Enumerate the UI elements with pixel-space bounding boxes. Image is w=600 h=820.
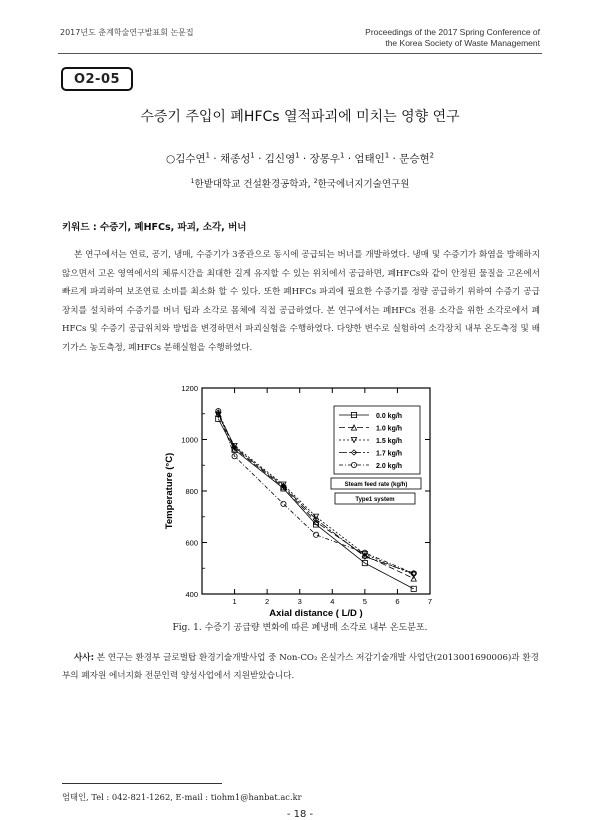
affiliation-1: 한밭대학교 건설환경공학과, <box>194 179 314 190</box>
header-conference-english <box>365 27 540 49</box>
chart-svg <box>150 382 450 619</box>
author-affiliation-marker: 1 <box>295 151 300 160</box>
author-name: 김신영 <box>264 153 296 165</box>
author-affiliation-marker: 1 <box>205 151 210 160</box>
legend-note-system-type: Type1 system <box>355 497 395 503</box>
x-tick-label: 1 <box>232 597 237 606</box>
keywords: 키워드 : 수증기, 폐HFCs, 파괴, 소각, 버너 <box>62 222 247 233</box>
x-tick-label: 2 <box>265 597 270 606</box>
y-tick-label: 400 <box>185 590 198 599</box>
paper-title: 수증기 주입이 폐HFCs 열적파괴에 미치는 영향 연구 <box>140 109 460 125</box>
affiliation-2: 한국에너지기술연구원 <box>317 179 410 190</box>
x-tick-label: 4 <box>330 597 335 606</box>
author-separator: · <box>299 153 310 165</box>
y-tick-label: 1200 <box>181 384 198 393</box>
legend-label: 0.0 kg/h <box>376 413 403 420</box>
x-tick-label: 6 <box>395 597 400 606</box>
author-name: 장몽우 <box>309 153 341 165</box>
header-english-line2: the Korea Society of Waste Management <box>385 38 540 48</box>
acknowledgement-label: 사사: <box>74 653 95 663</box>
legend-label: 1.7 kg/h <box>376 450 403 458</box>
acknowledgement <box>62 649 540 685</box>
author-list <box>0 151 600 166</box>
header-english-line1: Proceedings of the 2017 Spring Conference of <box>365 27 540 37</box>
author-affiliation-marker: 1 <box>340 151 345 160</box>
header-divider <box>58 53 542 54</box>
legend-label: 1.0 kg/h <box>376 425 403 433</box>
author-affiliation-marker: 1 <box>384 151 390 160</box>
affiliation-1-marker: 1 <box>190 177 195 185</box>
x-tick-label: 7 <box>427 597 433 606</box>
temperature-chart <box>150 382 450 619</box>
y-tick-label: 1000 <box>181 435 198 445</box>
x-axis-title: Axial distance ( L/D ) <box>269 608 363 619</box>
legend-note-steam-feed-rate: Steam feed rate (kg/h) <box>344 482 408 488</box>
author-affiliation-marker: 1 <box>250 151 255 160</box>
x-tick-label: 3 <box>297 597 302 606</box>
figure-caption: Fig. 1. 수증기 공급량 변화에 따른 폐냉매 소각로 내부 온도분포. <box>172 623 428 633</box>
corresponding-author-footnote: 엄태인, Tel : 042-821-1262, E-mail : tiohm1@hanbat.ac.kr <box>62 792 302 802</box>
footnote-divider <box>62 783 222 784</box>
author-separator: · <box>389 153 400 165</box>
author-name: ○김수연 <box>166 153 206 165</box>
header-conference-korean: 2017년도 춘계학술연구발표회 논문집 <box>60 28 194 37</box>
abstract-paragraph: 본 연구에서는 연료, 공기, 냉매, 수증기가 3중관으로 동시에 공급되는 버너를 개발하였다. 냉매 및 수증기가 화염을 방해하지 않으면서 고온 영역에서의 체류시간을 최대한 길게 유지할 수 있는 위치에서 공급하면, 폐HFCs와 같이 안정된 물질을 고온에서 빠르게 파괴하여 보조연료 소비를 최소화 할 수 있다. 또한 폐HFCs 파괴에 필요한 수증기를 정량 공급하기 위하여 수증기 공급장치를 설치하여 수증기를 버너 팁과 소각로 몸체에 직접 공급하였다. 본 연구에서는 폐HFCs 전용 소각을 위한 소각로에서 폐HFCs 및 수증기 공급위치와 방법을 변경하면서 파괴실험을 수행하였다. 다양한 변수로 실험하여 소각장치 내부 온도측정 및 배기가스 농도측정, 폐HFCs 분해실험을 수행하였다. <box>62 250 540 353</box>
y-axis-title: Temperature (°C) <box>164 452 175 530</box>
author-name: 문승현 <box>399 153 430 165</box>
legend-label: 1.5 kg/h <box>376 438 403 445</box>
paper-id-badge: O2-05 <box>61 67 133 91</box>
author-name: 채종성 <box>219 153 251 165</box>
acknowledgement-text: 본 연구는 환경부 글로벌탑 환경기술개발사업 중 Non-CO₂ 온실가스 저감기술개발 사업단(2013001690006)과 환경부의 폐자원 에너지화 전문인력 양성사업에서 지원받았습니다. <box>62 653 539 681</box>
y-tick-label: 600 <box>185 538 198 548</box>
author-affiliation-marker: 2 <box>429 151 434 160</box>
y-tick-label: 800 <box>185 487 198 496</box>
legend-label: 2.0 kg/h <box>376 463 403 470</box>
x-tick-label: 5 <box>362 597 367 606</box>
author-name: 엄태인 <box>354 153 385 165</box>
author-separator: · <box>344 153 355 165</box>
affiliation-2-marker: 2 <box>313 177 318 185</box>
page-number: - 18 - <box>286 809 314 820</box>
affiliations <box>0 176 600 190</box>
author-separator: · <box>254 153 265 165</box>
author-separator: · <box>209 153 220 165</box>
